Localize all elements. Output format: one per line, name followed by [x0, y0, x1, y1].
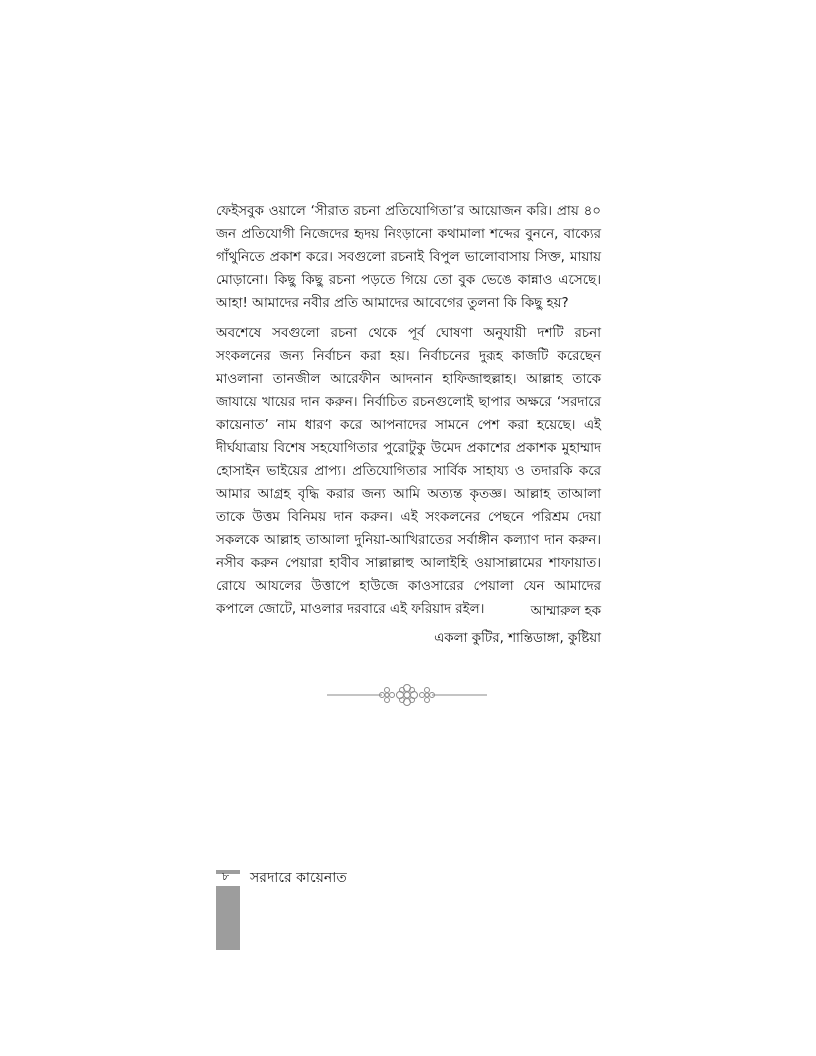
author-place: একলা কুটির, শান্তিডাঙ্গা, কুষ্টিয়া	[434, 631, 601, 646]
running-title: সরদারে কায়েনাত	[250, 870, 347, 886]
page-number: ৮	[222, 870, 230, 883]
floral-divider-icon	[327, 683, 487, 707]
paragraph-2: অবশেষে সবগুলো রচনা থেকে পূর্ব ঘোষণা অনুযায়ী দশটি রচনা সংকলনের জন্য নির্বাচন করা হয়। নির্বাচনের দুরূহ কাজটি করেছেন মাওলানা তানজীল আরেফীন আদনান হাফিজাহুল্লাহ। আল্লাহ তাকে জাযায়ে খায়ের দান করুন। নির্বাচিত রচনগুলোই ছাপার অক্ষরে ‘সরদারে কায়েনাত’ নাম ধারণ করে আপনাদের সামনে পেশ করা হয়েছে। এই দীর্ঘযাত্রায় বিশেষ সহযোগিতার পুরোটুকু উমেদ প্রকাশের প্রকাশক মুহাম্মাদ হোসাইন ভাইয়ের প্রাপ্য। প্রতিযোগিতার সার্বিক সাহায্য ও তদারকি করে আমার আগ্রহ বৃদ্ধি করার জন্য আমি অত্যন্ত কৃতজ্ঞ। আল্লাহ তাআলা তাকে উত্তম বিনিময় দান করুন। এই সংকলনের পেছনে পরিশ্রম দেয়া সকলকে আল্লাহ তাআলা দুনিয়া-আখিরাতের সর্বাঙ্গীন কল্যাণ দান করুন। নসীব করুন পেয়ারা হাবীব সাল্লাল্লাহু আলাইহি ওয়াসাল্লামের শাফায়াত। রোযে আযলের উত্তাপে হাউজে কাওসারের পেয়ালা যেন আমাদের কপালে জোটে, মাওলার দরবারে এই ফরিয়াদ রইল।	[216, 326, 601, 617]
author-name: আম্মারুল হক	[530, 604, 601, 619]
paragraph-1: ফেইসবুক ওয়ালে ‘সীরাত রচনা প্রতিযোগিতা’র আয়োজন করি। প্রায় ৪০ জন প্রতিযোগী নিজেদের হৃদয় নিংড়ানো কথামালা শব্দের বুননে, বাক্যের গাঁথুনিতে প্রকাশ করে। সবগুলো রচনাই বিপুল ভালোবাসায় সিক্ত, মায়ায় মোড়ানো। কিছু কিছু রচনা পড়তে গিয়ে তো বুক ভেঙে কান্নাও এসেছে। আহা! আমাদের নবীর প্রতি আমাদের আবেগের তুলনা কি কিছু হয়?	[216, 204, 601, 311]
signature-block	[434, 598, 601, 652]
body-text	[216, 200, 601, 628]
